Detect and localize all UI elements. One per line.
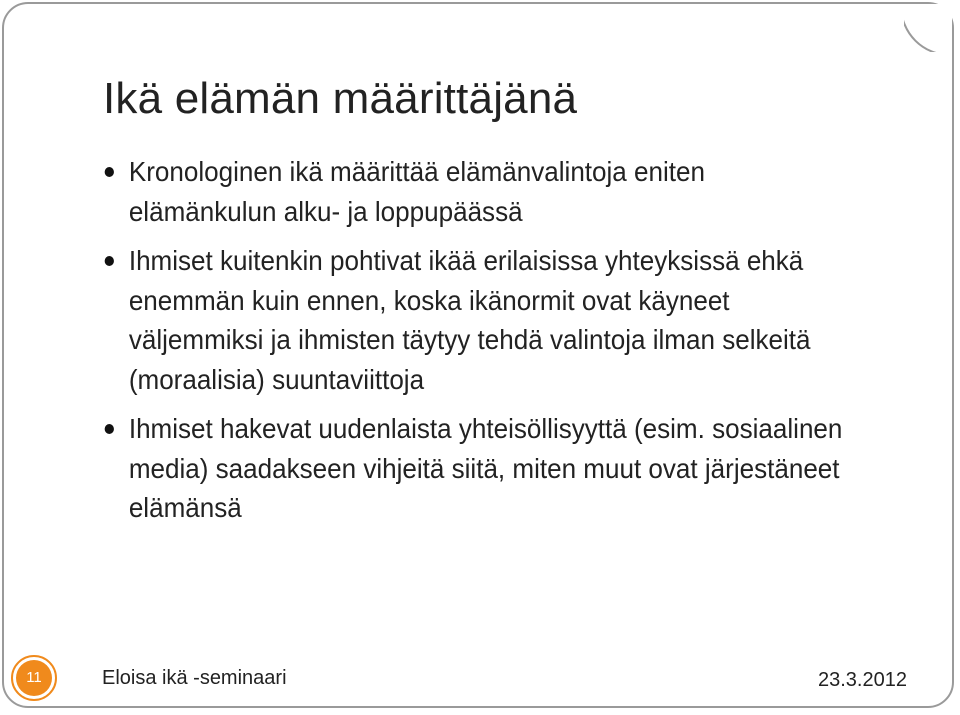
bullet-text: Kronologinen ikä määrittää elämänvalintoja eniten elämänkulun alku- ja loppupäässä xyxy=(128,156,705,227)
footer-event-name: Eloisa ikä -seminaari xyxy=(102,667,287,689)
page-number-badge xyxy=(11,655,57,701)
bullet-dot-icon xyxy=(105,424,114,434)
bullet-item xyxy=(100,241,844,399)
bullet-item xyxy=(100,152,844,231)
slide-title: Ikä elämän määrittäjänä xyxy=(103,74,578,123)
corner-accent xyxy=(904,4,952,52)
page-number: 11 xyxy=(16,660,52,696)
bullet-list xyxy=(100,152,900,538)
slide-footer xyxy=(0,650,960,700)
bullet-dot-icon xyxy=(105,256,114,266)
bullet-text: Ihmiset hakevat uudenlaista yhteisöllisyyttä (esim. sosiaalinen media) saadakseen vihjeitä siitä, miten muut ovat järjestäneet elämänsä xyxy=(128,413,843,523)
footer-date: 23.3.2012 xyxy=(818,669,907,691)
bullet-dot-icon xyxy=(105,167,114,177)
bullet-item xyxy=(100,409,844,528)
bullet-text: Ihmiset kuitenkin pohtivat ikää erilaisissa yhteyksissä ehkä enemmän kuin ennen, koska ikänormit ovat käyneet väljemmiksi ja ihmisten täytyy tehdä valintoja ilman selkeitä (moraalisia) suuntaviittoja xyxy=(128,245,811,395)
